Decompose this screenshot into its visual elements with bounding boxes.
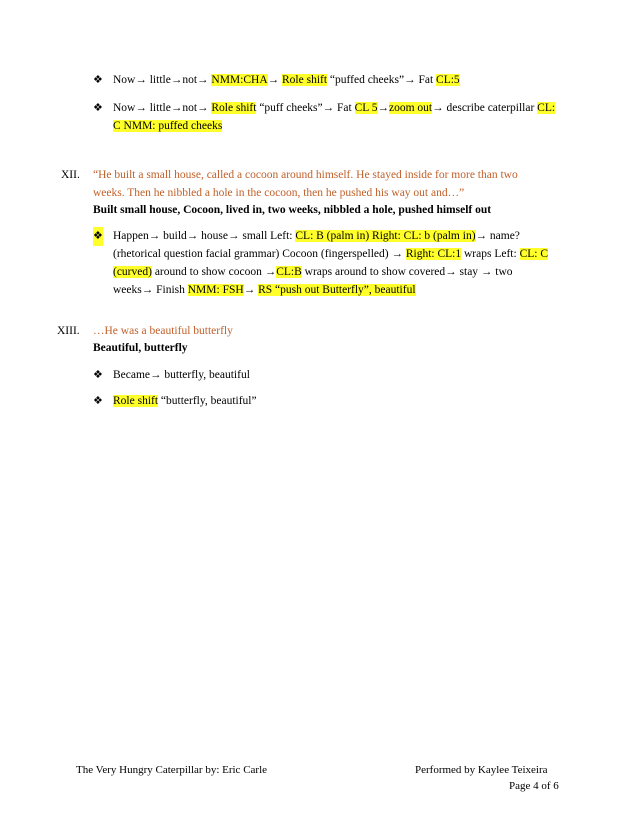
bullet-text-cont: (curved) around to show cocoon →CL:B wraps around to show covered→ stay → two <box>113 266 513 278</box>
story-quote: “He built a small house, called a cocoon around himself. He stayed inside for more than two <box>93 169 518 181</box>
story-quote: …He was a beautiful butterfly <box>93 325 233 337</box>
diamond-bullet-icon: ❖ <box>93 74 103 86</box>
footer-right: Performed by Kaylee Teixeira <box>415 764 548 776</box>
section-number: XII. <box>61 169 80 181</box>
bullet-text-cont: weeks→ Finish NMM: FSH→ RS “push out Butterfly”, beautiful <box>113 284 416 296</box>
diamond-bullet-icon: ❖ <box>93 395 103 407</box>
section-number: XIII. <box>57 325 80 337</box>
bullet-text: Became→ butterfly, beautiful <box>113 369 250 381</box>
bullet-text-cont: C NMM: puffed cheeks <box>113 120 223 132</box>
gloss-line: Beautiful, butterfly <box>93 342 188 354</box>
bullet-text: Now→ little→not→ NMM:CHA→ Role shift “puffed cheeks”→ Fat CL:5 <box>113 74 460 86</box>
page-number: Page 4 of 6 <box>509 780 559 792</box>
footer-left: The Very Hungry Caterpillar by: Eric Carle <box>76 764 268 776</box>
story-quote: weeks. Then he nibbled a hole in the cocoon, then he pushed his way out and…” <box>93 187 465 199</box>
diamond-bullet-icon: ❖ <box>93 227 103 246</box>
bullet-text-cont: (rhetorical question facial grammar) Cocoon (fingerspelled) → Right: CL:1 wraps Left: CL: C <box>113 248 548 260</box>
diamond-bullet-icon: ❖ <box>93 102 103 114</box>
gloss-line: Built small house, Cocoon, lived in, two weeks, nibbled a hole, pushed himself out <box>93 204 492 216</box>
bullet-text: Now→ little→not→ Role shift “puff cheeks”→ Fat CL 5→zoom out→ describe caterpillar CL: <box>113 102 556 114</box>
diamond-bullet-icon: ❖ <box>93 369 103 381</box>
bullet-text: Happen→ build→ house→ small Left: CL: B (palm in) Right: CL: b (palm in)→ name? <box>113 230 520 242</box>
bullet-text: Role shift “butterfly, beautiful” <box>113 395 257 407</box>
